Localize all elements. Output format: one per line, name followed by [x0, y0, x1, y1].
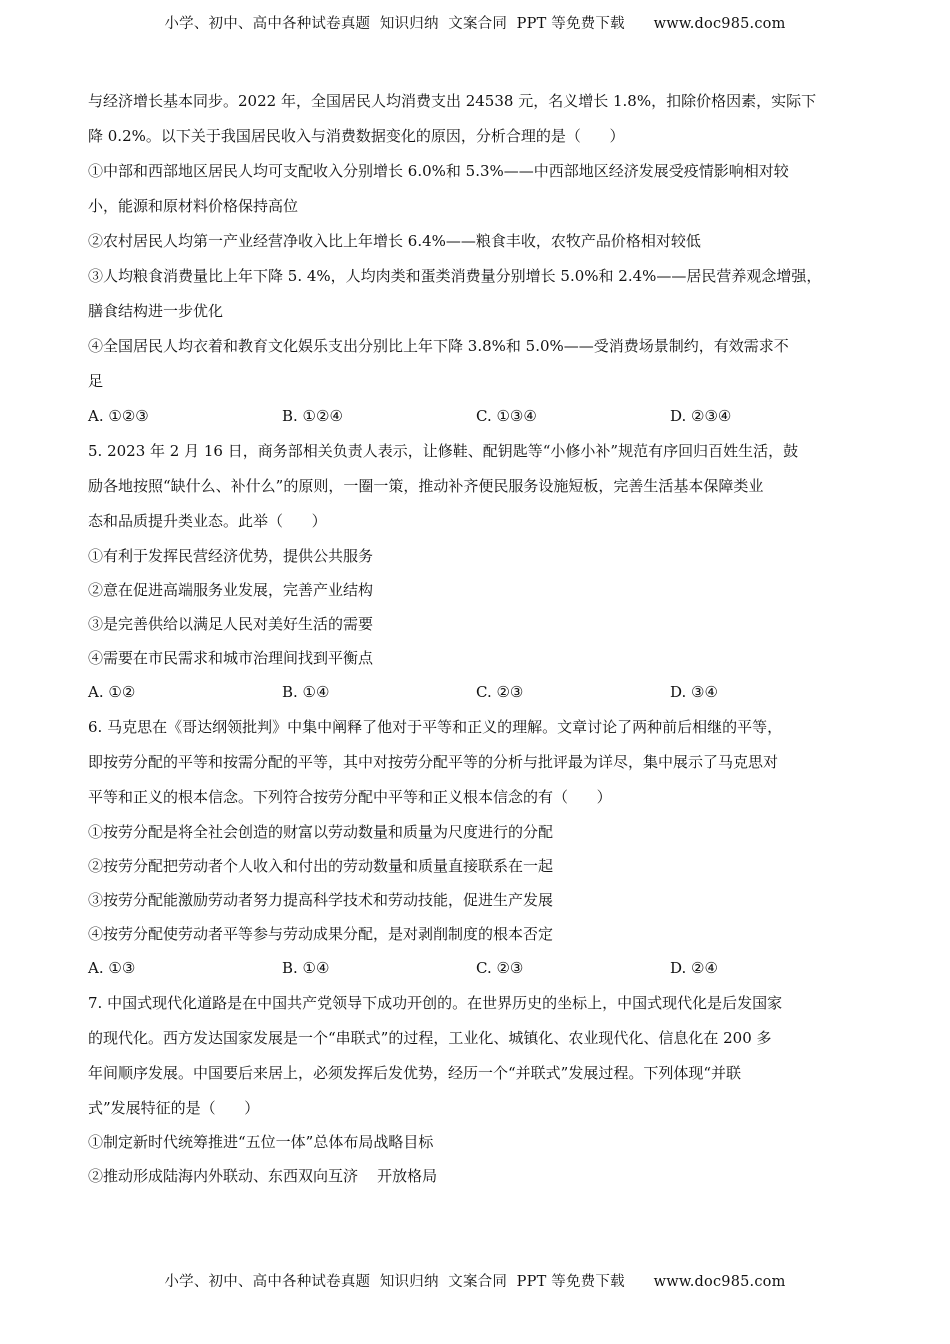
question-7: [88, 990, 873, 1197]
question-stem-line: 7. 中国式现代化道路是在中国共产党领导下成功开创的。在世界历史的坐标上，中国式现代化是后发国家: [88, 994, 783, 1012]
statement-line: 足: [88, 372, 104, 390]
option-b: B. ①④: [282, 959, 330, 977]
question-stem-line: 5. 2023 年 2 月 16 日，商务部相关负责人表示，让修鞋、配钥匙等“小修小补”规范有序回归百姓生活，鼓: [88, 442, 799, 460]
question-4: [88, 88, 873, 438]
answer-options: [88, 955, 873, 990]
option-b: B. ①④: [282, 683, 330, 701]
page-header-banner: 小学、初中、高中各种试卷真题 知识归纳 文案合同 PPT 等免费下载 www.doc985.com: [164, 16, 786, 32]
question-stem-line: 即按劳分配的平等和按需分配的平等，其中对按劳分配平等的分析与批评最为详尽，集中展示了马克思对: [88, 753, 779, 771]
option-d: D. ③④: [670, 683, 718, 701]
question-stem-line: 的现代化。西方发达国家发展是一个“串联式”的过程，工业化、城镇化、农业现代化、信息化在 200 多: [88, 1029, 772, 1047]
answer-options: [88, 403, 873, 438]
exam-content: [88, 88, 873, 1197]
statement-line: ③是完善供给以满足人民对美好生活的需要: [88, 615, 374, 633]
option-c: C. ②③: [476, 683, 524, 701]
question-stem-line: 励各地按照“缺什么、补什么”的原则，一圈一策，推动补齐便民服务设施短板，完善生活基本保障类业: [88, 477, 764, 495]
option-c: C. ①③④: [476, 407, 537, 425]
question-stem-line: 6. 马克思在《哥达纲领批判》中集中阐释了他对于平等和正义的理解。文章讨论了两种前后相继的平等，: [88, 718, 783, 736]
statement-line: ③按劳分配能激励劳动者努力提高科学技术和劳动技能，促进生产发展: [88, 891, 554, 909]
statement-line: ①有利于发挥民营经济优势，提供公共服务: [88, 547, 374, 565]
question-5: [88, 438, 873, 714]
statement-line: 小，能源和原材料价格保持高位: [88, 197, 299, 215]
option-a: A. ①②: [88, 683, 136, 701]
option-b: B. ①②④: [282, 407, 343, 425]
statement-line: 膳食结构进一步优化: [88, 302, 224, 320]
question-stem-line: 平等和正义的根本信念。下列符合按劳分配中平等和正义根本信念的有（ ）: [88, 788, 612, 806]
question-stem-line: 式”发展特征的是（ ）: [88, 1099, 260, 1117]
option-d: D. ②④: [670, 959, 718, 977]
question-6: [88, 714, 873, 990]
statement-line: ②农村居民人均第一产业经营净收入比上年增长 6.4%——粮食丰收，农牧产品价格相对较低: [88, 232, 701, 250]
statement-line: ②推动形成陆海内外联动、东西双向互济 开放格局: [88, 1167, 438, 1185]
answer-options: [88, 679, 873, 714]
question-stem-line: 与经济增长基本同步。2022 年，全国居民人均消费支出 24538 元，名义增长 1.8%，扣除价格因素，实际下: [88, 92, 817, 110]
option-d: D. ②③④: [670, 407, 732, 425]
question-stem-line: 态和品质提升类业态。此举（ ）: [88, 512, 327, 530]
statement-line: ①制定新时代统筹推进“五位一体”总体布局战略目标: [88, 1133, 434, 1151]
statement-line: ①按劳分配是将全社会创造的财富以劳动数量和质量为尺度进行的分配: [88, 823, 554, 841]
page-footer-banner: 小学、初中、高中各种试卷真题 知识归纳 文案合同 PPT 等免费下载 www.doc985.com: [164, 1274, 786, 1290]
statement-line: ④全国居民人均衣着和教育文化娱乐支出分别比上年下降 3.8%和 5.0%——受消费场景制约，有效需求不: [88, 337, 789, 355]
statement-line: ①中部和西部地区居民人均可支配收入分别增长 6.0%和 5.3%——中西部地区经济发展受疫情影响相对较: [88, 162, 789, 180]
statement-line: ④按劳分配使劳动者平等参与劳动成果分配，是对剥削制度的根本否定: [88, 925, 554, 943]
statement-line: ④需要在市民需求和城市治理间找到平衡点: [88, 649, 374, 667]
option-a: A. ①②③: [88, 407, 149, 425]
statement-line: ②意在促进高端服务业发展，完善产业结构: [88, 581, 374, 599]
option-c: C. ②③: [476, 959, 524, 977]
statement-line: ②按劳分配把劳动者个人收入和付出的劳动数量和质量直接联系在一起: [88, 857, 554, 875]
option-a: A. ①③: [88, 959, 136, 977]
statement-line: ③人均粮食消费量比上年下降 5. 4%，人均肉类和蛋类消费量分别增长 5.0%和 2.4%——居民营养观念增强，: [88, 267, 822, 285]
question-stem-line: 降 0.2%。以下关于我国居民收入与消费数据变化的原因，分析合理的是（ ）: [88, 127, 625, 145]
question-stem-line: 年间顺序发展。中国要后来居上，必须发挥后发优势，经历一个“并联式”发展过程。下列体现“并联: [88, 1064, 742, 1082]
